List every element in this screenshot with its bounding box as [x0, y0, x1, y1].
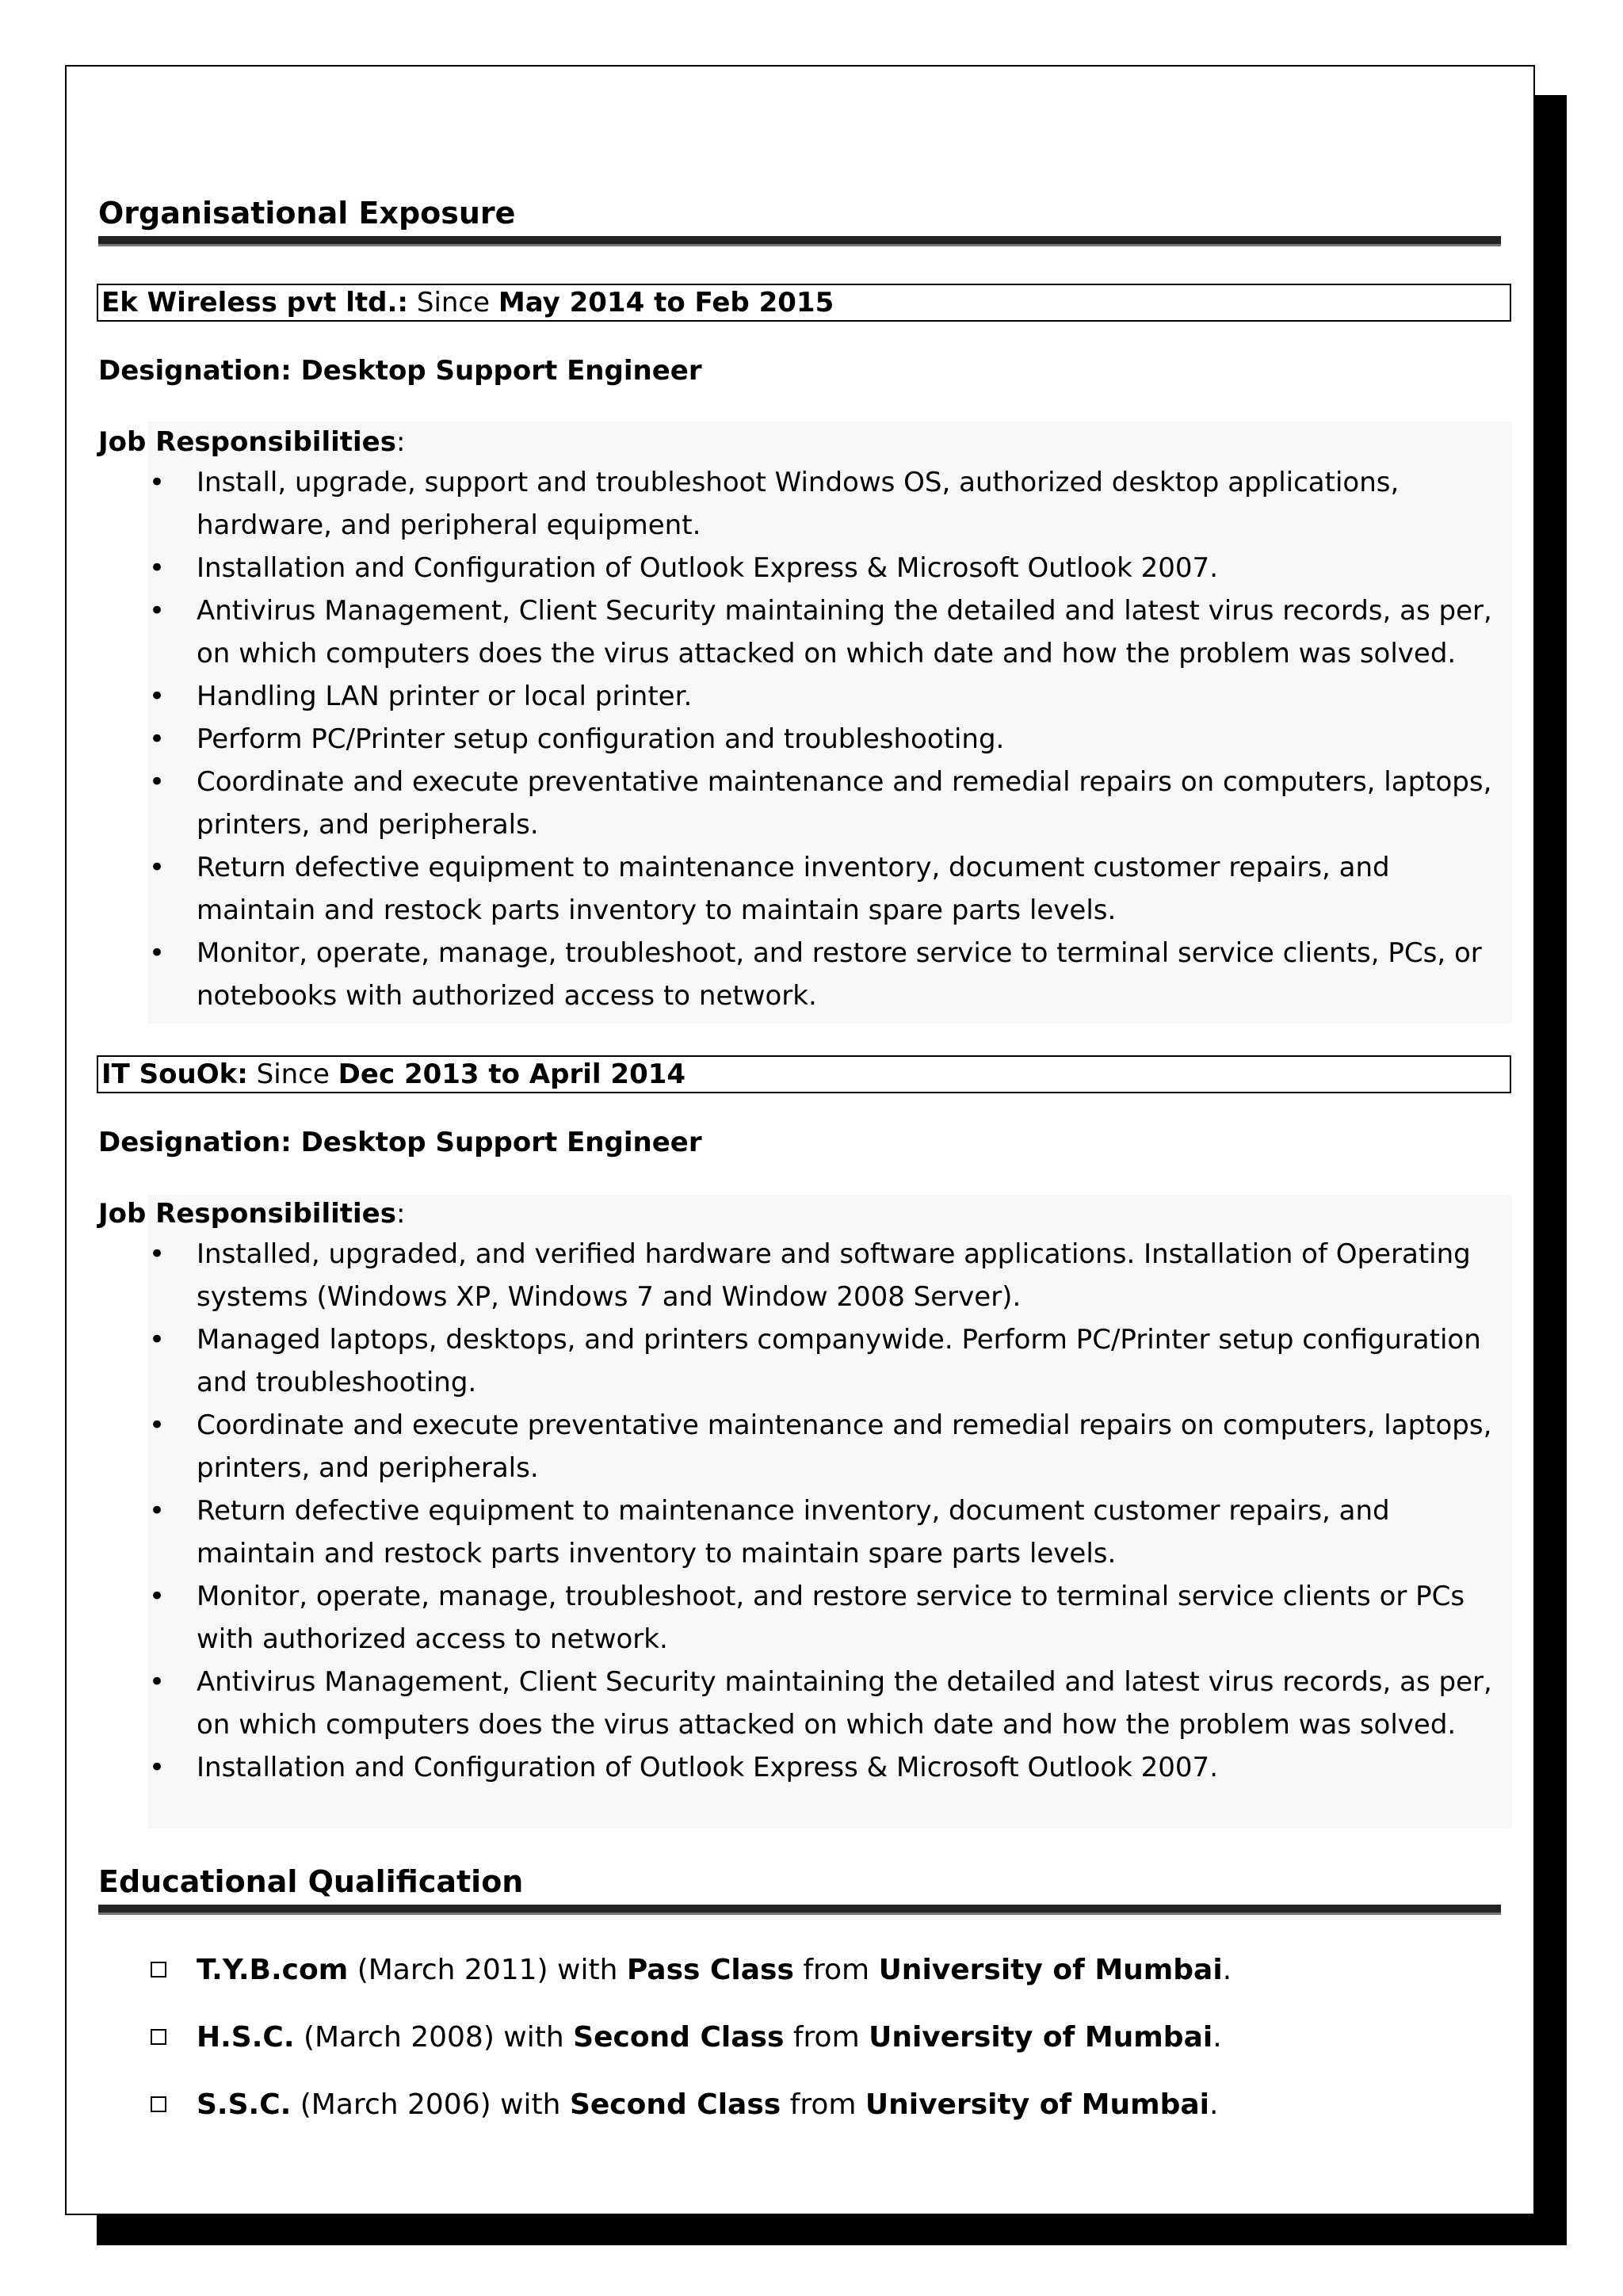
- bullet-icon: •: [149, 723, 166, 755]
- since-label: Since: [416, 287, 491, 318]
- responsibilities-label: Job Responsibilities: [98, 426, 396, 458]
- bullet-icon: •: [149, 595, 166, 627]
- degree-date: (March 2006) with: [300, 2088, 561, 2121]
- bullet-icon: •: [149, 1238, 166, 1270]
- responsibility-text: Perform PC/Printer setup configuration and troubleshooting.: [197, 723, 1005, 755]
- responsibility-item: [98, 761, 1509, 846]
- resume-page: [65, 65, 1535, 2215]
- from-label: from: [789, 2088, 857, 2121]
- university: University of Mumbai: [878, 1954, 1223, 1986]
- section-rule: [98, 1905, 1501, 1915]
- bullet-icon: •: [149, 1752, 166, 1783]
- responsibility-item: [98, 589, 1509, 675]
- responsibility-item: [98, 547, 1509, 589]
- degree-class: Second Class: [573, 2021, 785, 2054]
- responsibility-text: Install, upgrade, support and troubleshoot Windows OS, authorized desktop applications, hardware, and peripheral equipment.: [197, 467, 1400, 541]
- responsibility-text: Managed laptops, desktops, and printers companywide. Perform PC/Printer setup configuration and troubleshooting.: [197, 1324, 1481, 1398]
- checkbox-bullet-icon: [151, 1962, 166, 1978]
- responsibility-item: [98, 932, 1509, 1017]
- bullet-icon: •: [149, 1409, 166, 1441]
- bullet-icon: •: [149, 1666, 166, 1698]
- employment-period: May 2014 to Feb 2015: [498, 287, 834, 318]
- responsibility-item: [98, 718, 1509, 761]
- bullet-icon: •: [149, 467, 166, 498]
- degree-date: (March 2008) with: [303, 2021, 564, 2054]
- responsibility-text: Coordinate and execute preventative maintenance and remedial repairs on computers, laptops, printers, and peripherals.: [197, 1409, 1492, 1484]
- section-rule: [98, 236, 1501, 246]
- bullet-icon: •: [149, 852, 166, 883]
- responsibility-text: Return defective equipment to maintenance inventory, document customer repairs, and maintain and restock parts inventory to maintain spare parts levels.: [197, 1495, 1390, 1569]
- responsibility-item: [98, 1233, 1509, 1318]
- responsibilities-list: [98, 1233, 1509, 1789]
- responsibilities-heading: [98, 1196, 405, 1231]
- period-mark: .: [1212, 2021, 1222, 2054]
- responsibility-item: [98, 1404, 1509, 1489]
- company-name: IT SouOk:: [101, 1058, 248, 1090]
- responsibility-text: Installation and Configuration of Outlook Express & Microsoft Outlook 2007.: [197, 1752, 1218, 1783]
- responsibility-text: Return defective equipment to maintenance inventory, document customer repairs, and maintain and restock parts inventory to maintain spare parts levels.: [197, 852, 1390, 926]
- bullet-icon: •: [149, 552, 166, 584]
- employment-period: Dec 2013 to April 2014: [338, 1058, 686, 1090]
- responsibility-text: Antivirus Management, Client Security maintaining the detailed and latest virus records, as per, on which computers does the virus attacked on which date and how the problem was solved.: [197, 595, 1492, 669]
- bullet-icon: •: [149, 937, 166, 969]
- bullet-icon: •: [149, 1581, 166, 1612]
- responsibility-item: [98, 461, 1509, 547]
- degree: T.Y.B.com: [197, 1954, 349, 1986]
- designation: Designation: Desktop Support Engineer: [98, 1127, 702, 1158]
- responsibility-text: Installed, upgraded, and verified hardware and software applications. Installation of Operating systems (Windows XP, Windows 7 and Window 2008 Server).: [197, 1238, 1471, 1313]
- responsibility-item: [98, 1575, 1509, 1661]
- responsibility-text: Monitor, operate, manage, troubleshoot, and restore service to terminal service clients, PCs, or notebooks with authorized access to network.: [197, 937, 1482, 1012]
- bullet-icon: •: [149, 766, 166, 798]
- responsibility-item: [98, 846, 1509, 932]
- checkbox-bullet-icon: [151, 2029, 166, 2045]
- university: University of Mumbai: [865, 2088, 1209, 2121]
- bullet-icon: •: [149, 1495, 166, 1527]
- university: University of Mumbai: [869, 2021, 1213, 2054]
- from-label: from: [803, 1954, 870, 1986]
- period-mark: .: [1222, 1954, 1232, 1986]
- responsibility-item: [98, 1661, 1509, 1746]
- degree: H.S.C.: [197, 2021, 295, 2054]
- responsibility-item: [98, 1318, 1509, 1404]
- responsibilities-colon: :: [395, 1198, 406, 1230]
- company-name: Ek Wireless pvt ltd.:: [101, 287, 409, 318]
- period-mark: .: [1209, 2088, 1219, 2121]
- responsibilities-colon: :: [395, 426, 406, 458]
- degree-date: (March 2011) with: [357, 1954, 618, 1986]
- section-title-organisational: Organisational Exposure: [98, 196, 516, 231]
- responsibilities-list: [98, 461, 1509, 1017]
- responsibility-text: Coordinate and execute preventative maintenance and remedial repairs on computers, laptops, printers, and peripherals.: [197, 766, 1492, 841]
- responsibility-text: Antivirus Management, Client Security maintaining the detailed and latest virus records, as per, on which computers does the virus attacked on which date and how the problem was solved.: [197, 1666, 1492, 1741]
- degree-class: Second Class: [569, 2088, 781, 2121]
- degree-class: Pass Class: [626, 1954, 794, 1986]
- company-header: [97, 1055, 1511, 1093]
- bullet-icon: •: [149, 1324, 166, 1356]
- responsibilities-heading: [98, 425, 405, 460]
- responsibility-item: [98, 675, 1509, 718]
- from-label: from: [792, 2021, 860, 2054]
- responsibility-text: Handling LAN printer or local printer.: [197, 681, 693, 712]
- responsibilities-label: Job Responsibilities: [98, 1198, 396, 1230]
- company-header: [97, 284, 1511, 322]
- responsibility-item: [98, 1746, 1509, 1789]
- since-label: Since: [256, 1058, 330, 1090]
- degree: S.S.C.: [197, 2088, 292, 2121]
- responsibility-text: Monitor, operate, manage, troubleshoot, and restore service to terminal service clients or PCs with authorized access to network.: [197, 1581, 1465, 1655]
- responsibility-text: Installation and Configuration of Outlook Express & Microsoft Outlook 2007.: [197, 552, 1218, 584]
- checkbox-bullet-icon: [151, 2096, 166, 2112]
- responsibility-item: [98, 1489, 1509, 1575]
- section-title-education: Educational Qualification: [98, 1864, 524, 1899]
- designation: Designation: Desktop Support Engineer: [98, 355, 702, 387]
- bullet-icon: •: [149, 681, 166, 712]
